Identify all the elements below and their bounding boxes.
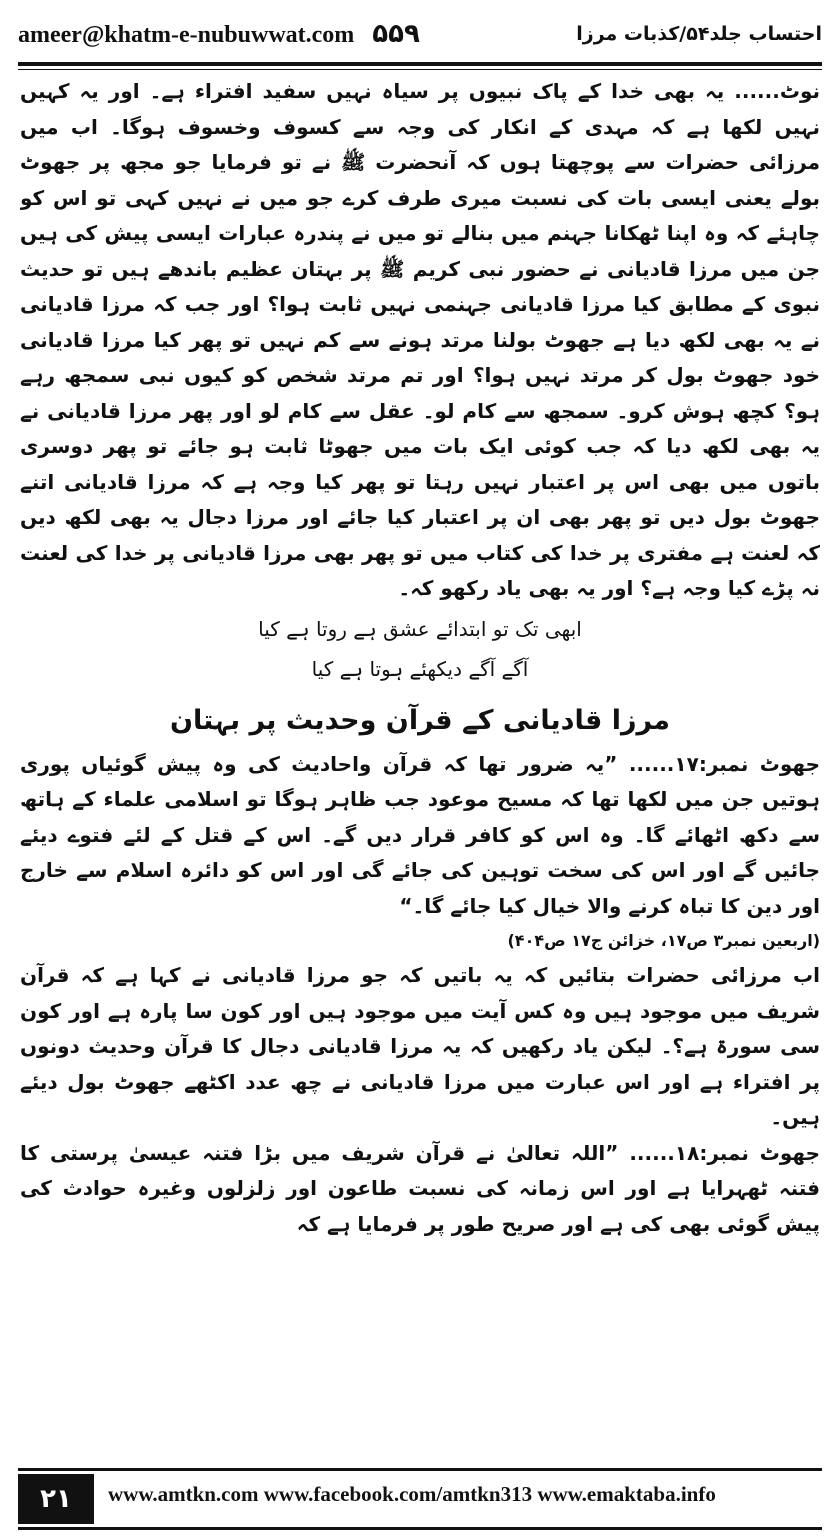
header-left bbox=[18, 19, 420, 49]
page-body bbox=[20, 74, 820, 1456]
lie-17 bbox=[20, 747, 820, 925]
paragraph-question: اب مرزائی حضرات بتائیں کہ یہ باتیں کہ جو مرزا قادیانی نے کہا ہے کہ قرآن شریف میں موجود ہیں وہ کس آیت میں موجود ہیں اور کون سا پارہ ہے اور کون سی سورۃ ہے؟۔ لیکن یاد رکھیں کہ یہ مرزا قادیانی دجال کا قرآن وحدیث دونوں پر افتراء ہے اور اس عبارت میں مرزا قادیانی نے چھ عدد اکٹھے جھوٹ بول دیئے ہیں۔ bbox=[20, 963, 820, 1129]
header-page-number: ۵۵۹ bbox=[372, 19, 420, 49]
header-rule-thick bbox=[18, 62, 822, 66]
header-rule-thin bbox=[18, 69, 822, 70]
footer-rule-bottom bbox=[18, 1527, 822, 1530]
verse-block bbox=[20, 607, 820, 695]
verse-line-1: ابھی تک تو ابتدائے عشق ہے روتا ہے کیا bbox=[258, 616, 582, 641]
lie-17-quote: ”یہ ضرور تھا کہ قرآن واحادیث کی وہ پیش گوئیاں پوری ہوتیں جن میں لکھا تھا کہ مسیح موعود جب ظاہر ہوگا تو اسلامی علماء کے ہاتھ سے دکھ اٹھائے گا۔ وہ اس کو کافر قرار دیں گے۔ اس کے قتل کے لئے فتوے دیئے جائیں گے اور اس کی سخت توہین کی جائے گی اور اس کو دائرہ اسلام سے خارج اور دین کا تباہ کرنے والا خیال کیا جائے گا۔“ bbox=[20, 751, 820, 918]
paragraph-note: نوٹ...... یہ بھی خدا کے پاک نبیوں پر سیاہ نہیں سفید افتراء ہے۔ اور یہ کہیں نہیں لکھا ہے کہ مہدی کے انکار کی وجہ سے کسوف وخسوف ہوگا۔ اب میں مرزائی حضرات سے پوچھتا ہوں کہ آنحضرت ﷺ نے تو فرمایا جو مجھ پر جھوٹ بولے یعنی ایسی بات کی نسبت میری طرف کرے جو میں نے نہیں کہی تو اس کو چاہئے کہ وہ اپنا ٹھکانا جہنم میں بنالے تو میں نے پندرہ عبارات ایسی پیش کی ہیں جن میں مرزا قادیانی نے حضور نبی کریم ﷺ پر بہتان عظیم باندھے ہیں تو حدیث نبوی کے مطابق کیا مرزا قادیانی جہنمی نہیں ثابت ہوا؟ اور جب کہ مرزا قادیانی نے یہ بھی لکھ دیا ہے جھوٹ بولنا مرتد ہونے سے کم نہیں تو پھر کیا مرزا قادیانی خود جھوٹ بول کر مرتد نہیں ہوا؟ اور تم مرتد شخص کو کیوں نبی سمجھ رہے ہو؟ کچھ ہوش کرو۔ سمجھ سے کام لو۔ عقل سے کام لو اور پھر مرزا قادیانی نے یہ بھی لکھ دیا کہ جب کوئی ایک بات میں جھوٹا ثابت ہو جائے تو پھر دوسری باتوں میں بھی اس پر اعتبار نہیں رہتا تو پھر کیا وجہ ہے کہ مرزا قادیانی اتنے جھوٹ بول دیں تو پھر بھی ان پر اعتبار کیا جائے اور مرزا دجال یہ بھی لکھ دیں کہ لعنت ہے مفتری پر خدا کی کتاب میں تو پھر بھی مرزا قادیانی پر خدا کی لعنت نہ پڑے کیا وجہ ہے؟ اور یہ بھی یاد رکھو کہ۔ bbox=[20, 79, 820, 600]
page-footer bbox=[18, 1468, 822, 1530]
footer-links: www.amtkn.com www.facebook.com/amtkn313 www.emaktaba.info bbox=[108, 1482, 716, 1506]
section-title: مرزا قادیانی کے قرآن وحدیث پر بہتان bbox=[169, 704, 671, 736]
reference-citation: (اربعین نمبر۳ ص۱۷، خزائن ج۱۷ ص۴۰۴) bbox=[507, 931, 820, 950]
page-header bbox=[18, 6, 822, 62]
lie-18-quote: ”اللہ تعالیٰ نے قرآن شریف میں بڑا فتنہ عیسیٰ پرستی کا فتنہ ٹھہرایا ہے اور اس زمانہ کی نسبت طاعون اور زلزلوں وغیرہ حوادث کی پیش گوئی بھی کی ہے اور صریح طور پر فرمایا ہے کہ bbox=[20, 1140, 820, 1236]
lie-17-label: جھوٹ نمبر:۱۷...... bbox=[628, 751, 820, 776]
header-email: ameer@khatm-e-nubuwwat.com bbox=[18, 22, 355, 48]
footer-page-number: ۲۱ bbox=[18, 1474, 94, 1524]
running-title: احتساب جلد۵۴/کذبات مرزا bbox=[576, 23, 822, 45]
lie-18 bbox=[20, 1136, 820, 1243]
verse-line-2: آگے آگے دیکھئے ہوتا ہے کیا bbox=[311, 656, 529, 681]
footer-rule-top bbox=[18, 1468, 822, 1471]
lie-18-label: جھوٹ نمبر:۱۸...... bbox=[629, 1140, 820, 1165]
